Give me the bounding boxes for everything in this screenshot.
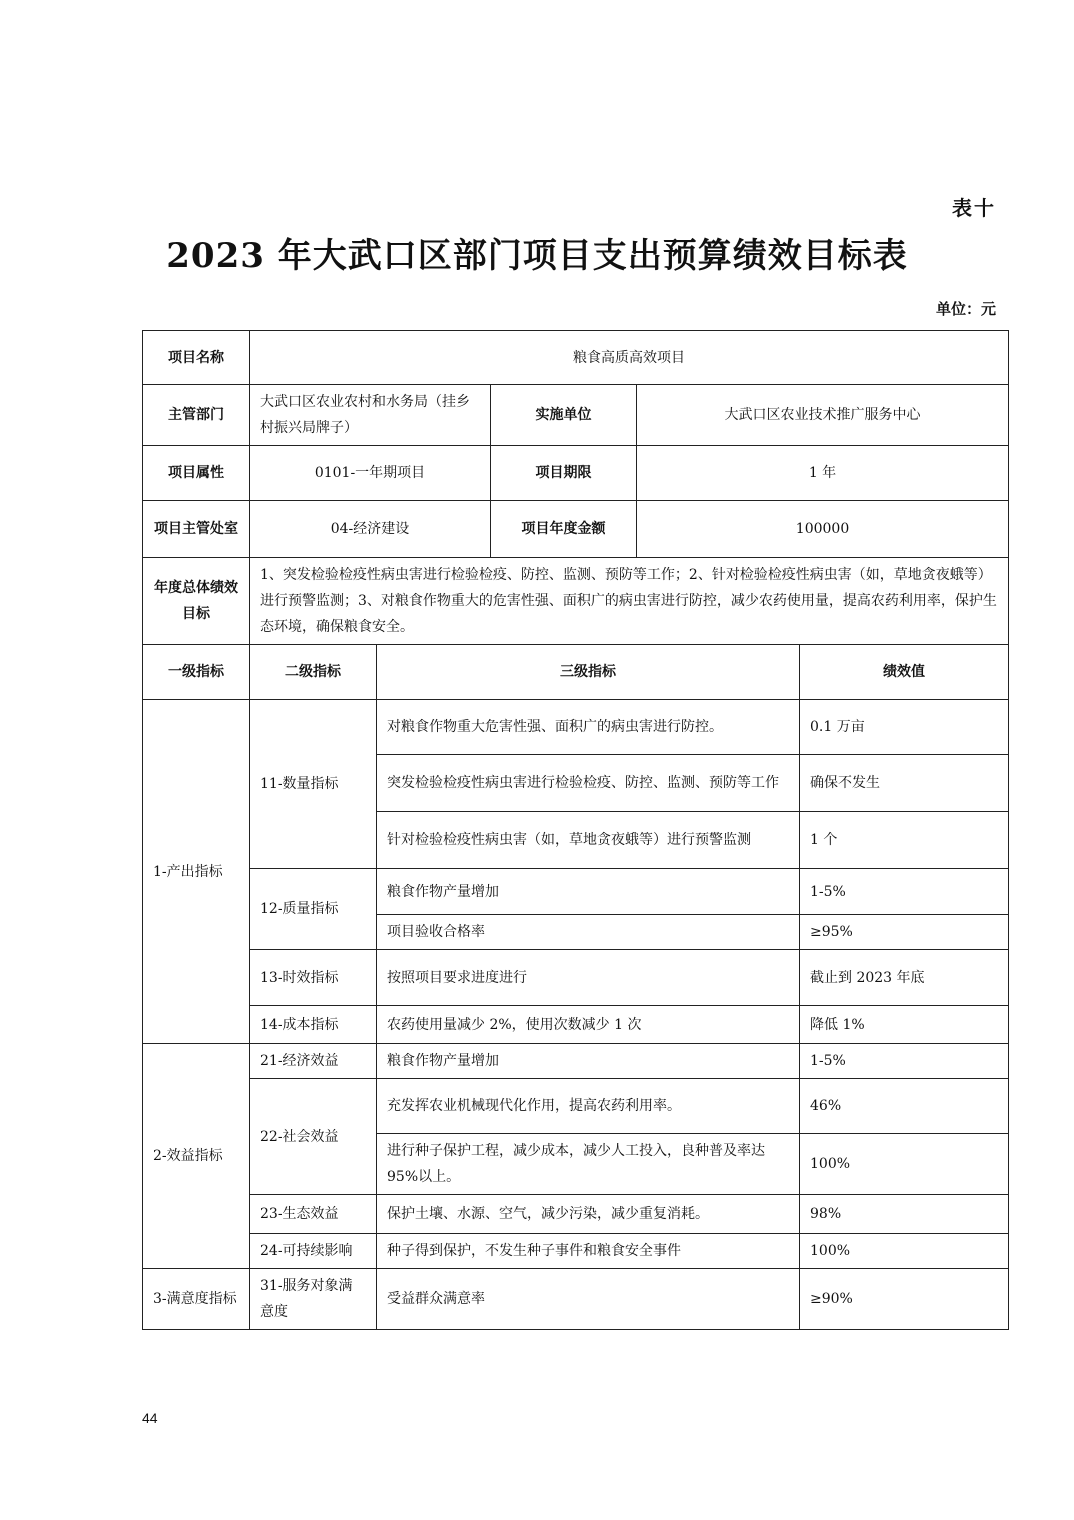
overall-goal-label: 年度总体绩效目标 xyxy=(143,558,250,645)
project-attribute-value: 0101-一年期项目 xyxy=(250,446,491,501)
indicator-value: ≥90% xyxy=(800,1269,1009,1330)
level3-indicator: 粮食作物产量增加 xyxy=(377,1044,800,1079)
level1-satisfaction: 3-满意度指标 xyxy=(143,1269,250,1330)
level1-output: 1-产出指标 xyxy=(143,700,250,1044)
office-row xyxy=(143,501,1009,558)
level3-indicator: 受益群众满意率 xyxy=(377,1269,800,1330)
level2-social: 22-社会效益 xyxy=(250,1079,377,1195)
indicator-value: 46% xyxy=(800,1079,1009,1134)
overall-goal-text: 1、突发检验检疫性病虫害进行检验检疫、防控、监测、预防等工作；2、针对检验检疫性病虫害（如，草地贪夜蛾等）进行预警监测；3、对粮食作物重大的危害性强、面积广的病虫害进行防控，减少农药使用量，提高农药利用率，保护生态环境，确保粮食安全。 xyxy=(250,558,1009,645)
level1-header: 一级指标 xyxy=(143,645,250,700)
indicator-row xyxy=(143,1234,1009,1269)
level3-indicator: 保护土壤、水源、空气，减少污染，减少重复消耗。 xyxy=(377,1195,800,1234)
level2-sustainable: 24-可持续影响 xyxy=(250,1234,377,1269)
supervising-office-label: 项目主管处室 xyxy=(143,501,250,558)
document-title: 2023 年大武口区部门项目支出预算绩效目标表 xyxy=(166,236,908,276)
indicator-value: 98% xyxy=(800,1195,1009,1234)
level2-timeliness: 13-时效指标 xyxy=(250,950,377,1006)
level3-indicator: 针对检验检疫性病虫害（如，草地贪夜蛾等）进行预警监测 xyxy=(377,812,800,869)
level3-header: 三级指标 xyxy=(377,645,800,700)
level3-indicator: 对粮食作物重大危害性强、面积广的病虫害进行防控。 xyxy=(377,700,800,755)
unit-label: 单位：元 xyxy=(935,300,996,318)
indicator-value: 0.1 万亩 xyxy=(800,700,1009,755)
implementing-unit-label: 实施单位 xyxy=(491,385,637,446)
indicator-row xyxy=(143,869,1009,915)
project-name-row xyxy=(143,331,1009,385)
indicator-header-row xyxy=(143,645,1009,700)
annual-amount-value: 100000 xyxy=(637,501,1009,558)
level2-header: 二级指标 xyxy=(250,645,377,700)
indicator-row xyxy=(143,950,1009,1006)
indicator-value: 100% xyxy=(800,1134,1009,1195)
table-number: 表十 xyxy=(952,196,996,220)
department-label: 主管部门 xyxy=(143,385,250,446)
performance-target-table xyxy=(142,330,1009,1330)
indicator-row xyxy=(143,1079,1009,1134)
project-term-value: 1 年 xyxy=(637,446,1009,501)
level2-cost: 14-成本指标 xyxy=(250,1006,377,1044)
indicator-value: 截止到 2023 年底 xyxy=(800,950,1009,1006)
annual-amount-label: 项目年度金额 xyxy=(491,501,637,558)
indicator-value: 确保不发生 xyxy=(800,755,1009,812)
department-value: 大武口区农业农村和水务局（挂乡村振兴局牌子） xyxy=(250,385,491,446)
project-term-label: 项目期限 xyxy=(491,446,637,501)
indicator-row xyxy=(143,1044,1009,1079)
level2-service: 31-服务对象满意度 xyxy=(250,1269,377,1330)
indicator-row xyxy=(143,1006,1009,1044)
level1-benefit: 2-效益指标 xyxy=(143,1044,250,1269)
indicator-row xyxy=(143,700,1009,755)
implementing-unit-value: 大武口区农业技术推广服务中心 xyxy=(637,385,1009,446)
supervising-office-value: 04-经济建设 xyxy=(250,501,491,558)
project-name-value: 粮食高质高效项目 xyxy=(250,331,1009,385)
overall-goal-row xyxy=(143,558,1009,645)
level2-economic: 21-经济效益 xyxy=(250,1044,377,1079)
indicator-row xyxy=(143,1269,1009,1330)
attribute-row xyxy=(143,446,1009,501)
level3-indicator: 按照项目要求进度进行 xyxy=(377,950,800,1006)
indicator-value: 1-5% xyxy=(800,869,1009,915)
level3-indicator: 突发检验检疫性病虫害进行检验检疫、防控、监测、预防等工作 xyxy=(377,755,800,812)
indicator-value: 1-5% xyxy=(800,1044,1009,1079)
level3-indicator: 种子得到保护，不发生种子事件和粮食安全事件 xyxy=(377,1234,800,1269)
project-attribute-label: 项目属性 xyxy=(143,446,250,501)
page-number: 44 xyxy=(142,1410,158,1426)
indicator-value: 100% xyxy=(800,1234,1009,1269)
level3-indicator: 进行种子保护工程，减少成本，减少人工投入，良种普及率达 95%以上。 xyxy=(377,1134,800,1195)
level2-quality: 12-质量指标 xyxy=(250,869,377,950)
level2-quantity: 11-数量指标 xyxy=(250,700,377,869)
level3-indicator: 充发挥农业机械现代化作用，提高农药利用率。 xyxy=(377,1079,800,1134)
level3-indicator: 项目验收合格率 xyxy=(377,915,800,950)
project-name-label: 项目名称 xyxy=(143,331,250,385)
value-header: 绩效值 xyxy=(800,645,1009,700)
indicator-value: 降低 1% xyxy=(800,1006,1009,1044)
department-row xyxy=(143,385,1009,446)
indicator-row xyxy=(143,1195,1009,1234)
level3-indicator: 粮食作物产量增加 xyxy=(377,869,800,915)
level2-ecological: 23-生态效益 xyxy=(250,1195,377,1234)
indicator-value: 1 个 xyxy=(800,812,1009,869)
level3-indicator: 农药使用量减少 2%，使用次数减少 1 次 xyxy=(377,1006,800,1044)
indicator-value: ≥95% xyxy=(800,915,1009,950)
